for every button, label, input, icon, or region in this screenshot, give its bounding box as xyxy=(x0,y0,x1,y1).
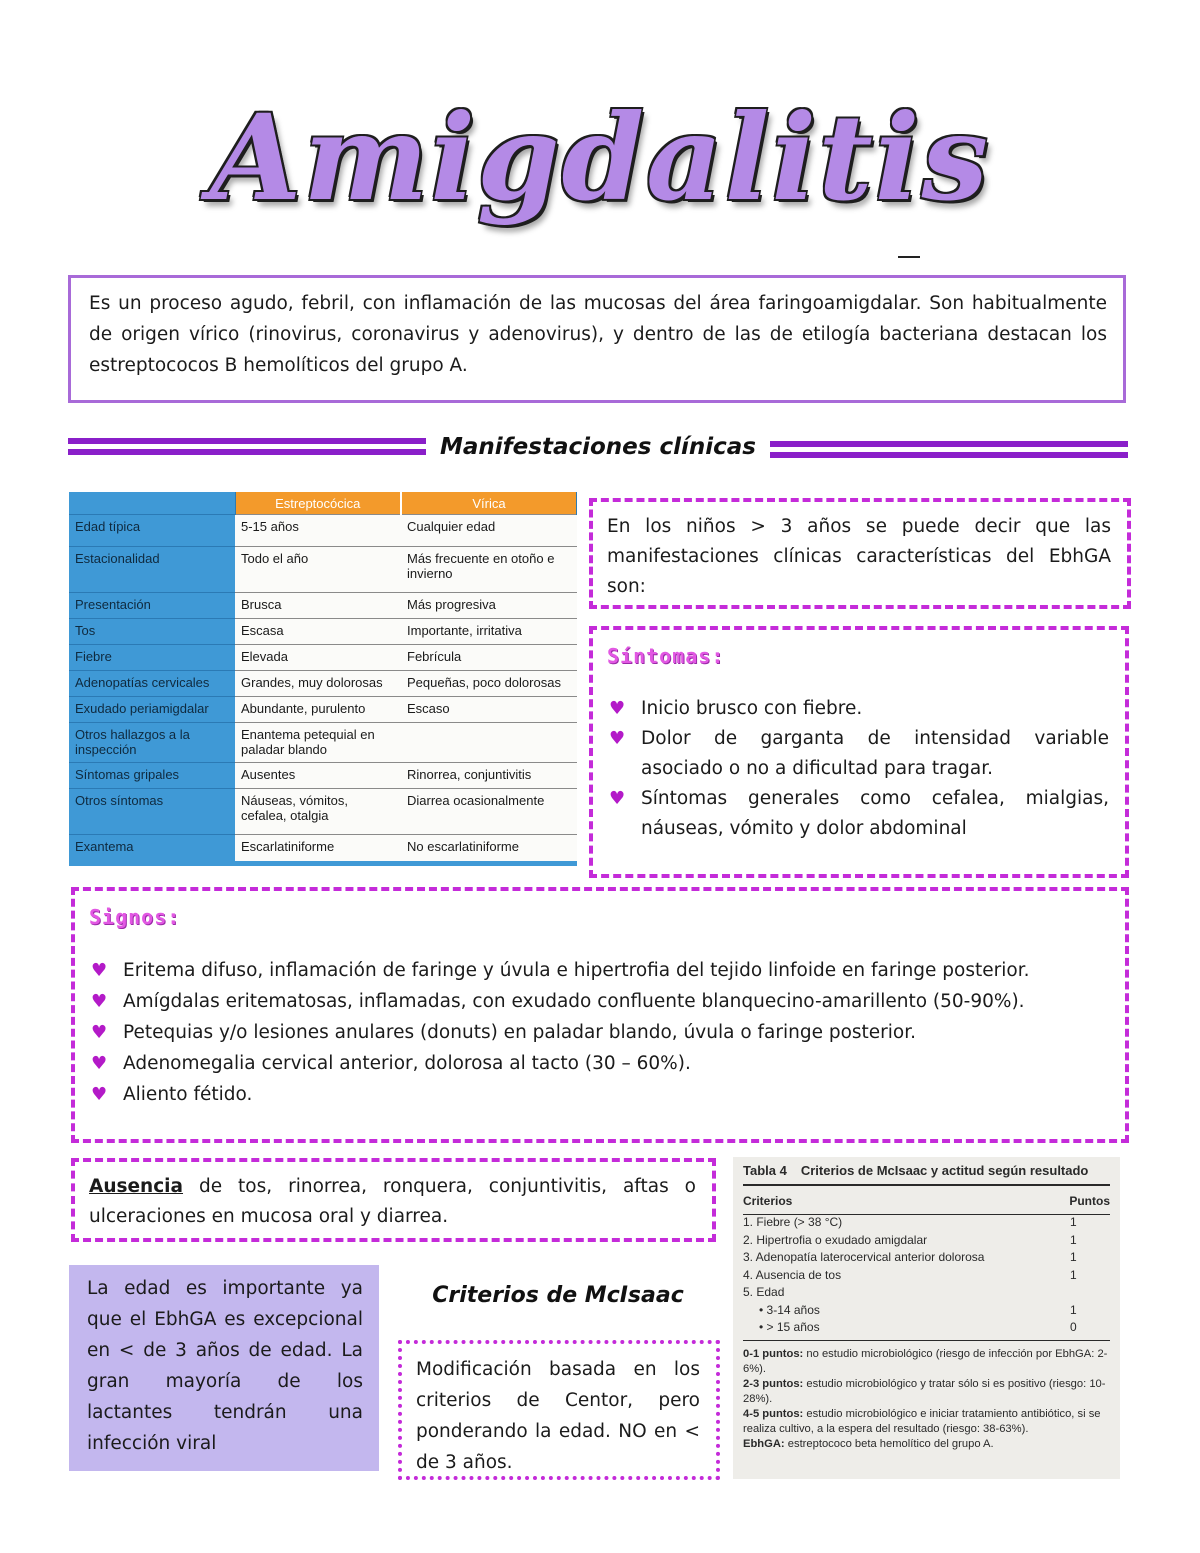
table-cell: Febrícula xyxy=(401,645,577,671)
sintomas-label: Síntomas: xyxy=(607,644,725,668)
table-notes xyxy=(743,1340,1110,1452)
table-row: 3. Adenopatía laterocervical anterior dolorosa 1 xyxy=(743,1250,1077,1264)
table-cell: Más progresiva xyxy=(401,593,577,619)
modificacion-box: Modificación basada en los criterios de Centor, pero ponderando la edad. NO en < de 3 años. xyxy=(398,1340,720,1480)
table-cell: Tos xyxy=(69,619,235,645)
table-cell: Estacionalidad xyxy=(69,547,235,593)
heart-icon: ♥ xyxy=(91,960,108,981)
heart-icon: ♥ xyxy=(91,1084,108,1105)
list-item: ♥ Adenomegalia cervical anterior, dolorosa al tacto (30 – 60%). xyxy=(89,1048,1109,1079)
ausencia-box xyxy=(71,1158,716,1242)
table-row xyxy=(69,671,577,697)
table-cell: Adenopatías cervicales xyxy=(69,671,235,697)
ausencia-text: de tos, rinorrea, ronquera, conjuntivitis, aftas o ulceraciones en mucosa oral y diarrea. xyxy=(89,1176,696,1227)
table-cell: Edad típica xyxy=(69,515,235,547)
header-bars-left xyxy=(68,438,426,460)
table-cell: Enantema petequial en paladar blando xyxy=(235,723,401,763)
table-row: 5. Edad xyxy=(743,1285,785,1299)
table-row: 1. Fiebre (> 38 °C) 1 xyxy=(743,1215,1077,1229)
divider xyxy=(898,256,920,258)
table-header-row: Criterios Puntos xyxy=(743,1186,1110,1215)
table-cell: Elevada xyxy=(235,645,401,671)
table-header-estreptococica: Estreptocócica xyxy=(235,492,401,515)
table-row: • 3-14 años 1 xyxy=(759,1302,1077,1317)
table-cell: Ausentes xyxy=(235,763,401,789)
signos-list xyxy=(89,955,1109,1110)
table-note: EbhGA: estreptococo beta hemolítico del grupo A. xyxy=(743,1437,994,1450)
table-row xyxy=(69,697,577,723)
heart-icon: ♥ xyxy=(609,728,626,749)
table-cell: Síntomas gripales xyxy=(69,763,235,789)
table-cell: Abundante, purulento xyxy=(235,697,401,723)
heart-icon: ♥ xyxy=(91,1022,108,1043)
table-cell: Escarlatiniforme xyxy=(235,835,401,861)
list-item: ♥ Dolor de garganta de intensidad variable asociado o no a dificultad para tragar. xyxy=(607,724,1109,784)
page-title: Amigdalitis xyxy=(209,88,991,227)
table-cell: Exantema xyxy=(69,835,235,861)
table-cell: Más frecuente en otoño e invierno xyxy=(401,547,577,593)
heart-icon: ♥ xyxy=(609,788,626,809)
table-cell: 5-15 años xyxy=(235,515,401,547)
list-item: ♥ Aliento fétido. xyxy=(89,1079,1109,1110)
page-title-container xyxy=(0,88,1200,238)
mcisaac-table xyxy=(733,1157,1120,1479)
table-cell: Otros hallazgos a la inspección xyxy=(69,723,235,763)
heart-icon: ♥ xyxy=(609,698,626,719)
signos-label: Signos: xyxy=(89,905,181,929)
table-cell: Presentación xyxy=(69,593,235,619)
table-rows xyxy=(743,1215,1110,1338)
table-row: 4. Ausencia de tos 1 xyxy=(743,1267,1077,1282)
table-cell: No escarlatiniforme xyxy=(401,835,577,861)
table-header-row xyxy=(69,492,577,515)
table-header-virica: Vírica xyxy=(401,492,577,515)
table-row xyxy=(69,593,577,619)
list-item: ♥ Amígdalas eritematosas, inflamadas, con exudado confluente blanquecino-amarillento (50-90%). xyxy=(89,986,1109,1017)
table-row: 2. Hipertrofia o exudado amigdalar 1 xyxy=(743,1232,1077,1247)
table-cell: Escasa xyxy=(235,619,401,645)
table-cell: Grandes, muy dolorosas xyxy=(235,671,401,697)
list-item: ♥ Síntomas generales como cefalea, mialgias, náuseas, vómito y dolor abdominal xyxy=(607,784,1109,844)
heart-icon: ♥ xyxy=(91,991,108,1012)
list-item: ♥ Eritema difuso, inflamación de faringe y úvula e hipertrofia del tejido linfoide en faringe posterior. xyxy=(89,955,1109,986)
table-cell: Rinorrea, conjuntivitis xyxy=(401,763,577,789)
table-cell: Brusca xyxy=(235,593,401,619)
table-row xyxy=(69,789,577,835)
table-note: 2-3 puntos: estudio microbiológico y tratar sólo si es positivo (riesgo: 10-28%). xyxy=(743,1377,1106,1405)
table-row xyxy=(69,723,577,763)
list-item: ♥ Petequias y/o lesiones anulares (donuts) en paladar blando, úvula o faringe posterior. xyxy=(89,1017,1109,1048)
table-cell: Náuseas, vómitos, cefalea, otalgia xyxy=(235,789,401,835)
table-cell: Otros síntomas xyxy=(69,789,235,835)
signos-box xyxy=(71,887,1129,1143)
definition-box: Es un proceso agudo, febril, con inflamación de las mucosas del área faringoamigdalar. Son habitualmente de origen vírico (rinovirus, coronavirus y adenovirus), y dentro de las de etilogía bacteriana destacan los estreptococos B hemolíticos del grupo A. xyxy=(68,275,1126,403)
heart-icon: ♥ xyxy=(91,1053,108,1074)
table-cell: Cualquier edad xyxy=(401,515,577,547)
table-cell: Importante, irritativa xyxy=(401,619,577,645)
table-row: • > 15 años 0 xyxy=(759,1320,1077,1334)
table-note: 0-1 puntos: no estudio microbiológico (riesgo de infección por EbhGA: 2-6%). xyxy=(743,1347,1108,1375)
table-header-empty xyxy=(69,492,235,515)
table-note: 4-5 puntos: estudio microbiológico e iniciar tratamiento antibiótico, si se realiza cultivo, a la espera del resultado (riesgo: 38-63%). xyxy=(743,1407,1101,1435)
table-row xyxy=(69,763,577,789)
table-row xyxy=(69,547,577,593)
section-title: Manifestaciones clínicas xyxy=(440,434,756,460)
table-cell xyxy=(401,723,577,763)
sintomas-box xyxy=(589,626,1129,878)
mcisaac-title: Criterios de McIsaac xyxy=(432,1283,684,1308)
table-cell: Exudado periamigdalar xyxy=(69,697,235,723)
ninos-box: En los niños > 3 años se puede decir que las manifestaciones clínicas características del EbhGA son: xyxy=(589,498,1131,609)
table-cell: Todo el año xyxy=(235,547,401,593)
table-cell: Escaso xyxy=(401,697,577,723)
table-row xyxy=(69,835,577,861)
table-row xyxy=(69,515,577,547)
table-cell: Diarrea ocasionalmente xyxy=(401,789,577,835)
list-item: ♥ Inicio brusco con fiebre. xyxy=(607,694,1109,724)
header-bars-right xyxy=(770,441,1128,463)
comparison-table xyxy=(69,492,577,866)
sintomas-list xyxy=(607,694,1109,844)
ausencia-word: Ausencia xyxy=(89,1176,184,1197)
table-row xyxy=(69,645,577,671)
edad-note: La edad es importante ya que el EbhGA es excepcional en < de 3 años de edad. La gran mayoría de los lactantes tendrán una infección viral xyxy=(69,1265,379,1471)
table-cell: Fiebre xyxy=(69,645,235,671)
table-row xyxy=(69,619,577,645)
table-caption: Tabla 4 Criterios de McIsaac y actitud según resultado xyxy=(743,1163,1110,1186)
table-cell: Pequeñas, poco dolorosas xyxy=(401,671,577,697)
